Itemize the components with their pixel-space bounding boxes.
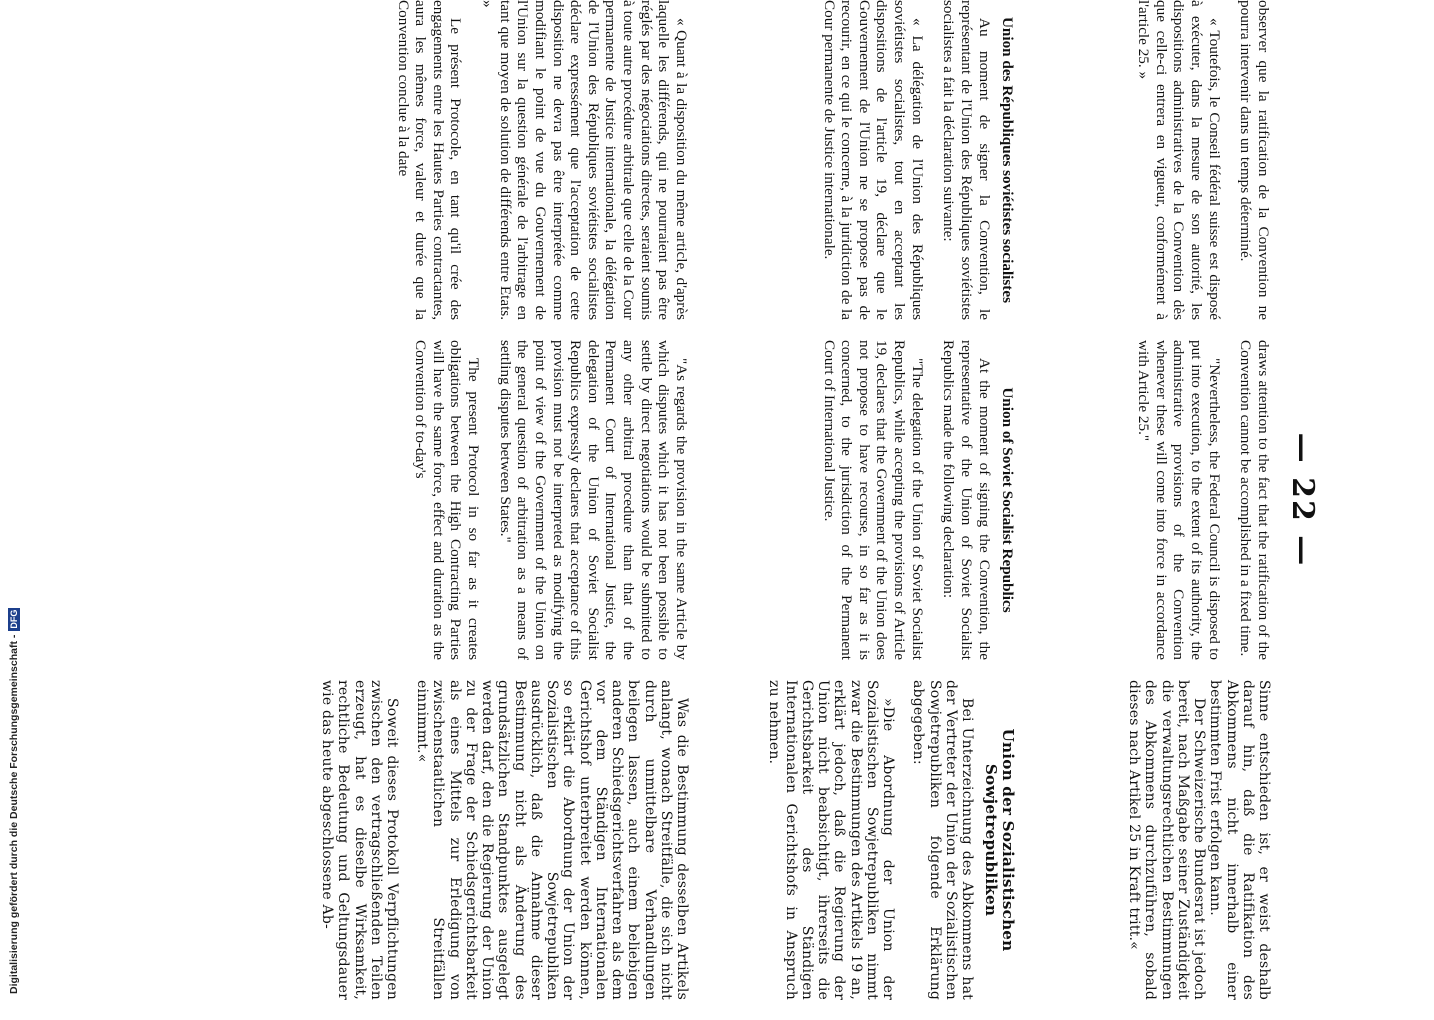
- paragraph: »Die Abordnung der Union der Sozialistischen Sowjetrepubliken nimmt zwar die Bestimmungen des Artikels 19 an, erklärt jedoch, daß die Regierung der Union nicht beabsichtigt, ihrerseits die Gerichtsbarkeit des Ständigen Internationalen Gerichtshofs in Anspruch zu nehmen.: [766, 680, 897, 1000]
- column-french-bottom: [394, 0, 690, 320]
- paragraph: Was die Bestimmung desselben Artikels anlangt, wonach Streitfälle, die sich nicht durch unmittelbare Verhandlungen beilegen lassen, auch einem beliebigen anderen Schiedsgerichtsverfahren als dem vor dem Ständigen Internationalen Gerichtshof unterbreitet werden können, so erklärt die Abordnung der Union der Sozialistischen Sowjetrepubliken ausdrücklich, daß die Annahme dieser Bestimmung nicht als Änderung des grundsätzlichen Standpunktes ausgelegt werden darf, den die Regierung der Union zu der Frage der Schiedsgerichtsbarkeit als eines Mittels zur Erledigung von zwischenstaatlichen Streitfällen einnimmt.«: [414, 680, 690, 1000]
- section-heading: Union der Sozialistischen Sowjetrepubliken: [981, 728, 1017, 952]
- column-french-top: [1135, 0, 1272, 320]
- paragraph: « Quant à la disposition du même article, d'après laquelle les différends, qui ne pourraient pas être réglés par des négociations directes, seraient soumis à toute autre procédure arbitrale que celle de la Cour permanente de Justice internationale, la délégation de l'Union des Républiques soviétistes socialistes déclare expressément que l'acceptation de cette disposition ne devra pas être interprétée comme modifiant le point de vue du Gouvernement de l'Union sur la question générale de l'arbitrage en tant que moyen de solution de différends entre Etats. »: [479, 0, 690, 320]
- section-heading: Union des Républiques soviétistes socialistes: [999, 16, 1016, 304]
- rotated-page: [150, 0, 1330, 1000]
- paragraph: « La délégation de l'Union des Républiques soviétistes socialistes, tout en acceptant les dispositions de l'article 19, déclare que le Gouvernement de l'Union ne se propose pas de recourir, en ce qui le concerne, à la juridiction de la Cour permanente de Justice internationale.: [820, 0, 926, 320]
- page-number: — 22 —: [1285, 432, 1320, 568]
- column-french-middle: [820, 0, 1030, 320]
- paragraph: Bei Unterzeichnung des Abkommens hat der Vertreter der Union der Sozialistischen Sowjetrepubliken folgende Erklärung abgegeben:: [910, 680, 976, 1000]
- column-english-bottom: [412, 340, 690, 660]
- section-heading: Union of Soviet Socialist Republics: [999, 387, 1016, 613]
- paragraph: "Nevertheless, the Federal Council is disposed to put into execution, to the extent of its authority, the administrative provisions of the Convention whenever these will come into force in accordance with Article 25.": [1135, 340, 1223, 660]
- paragraph: At the moment of signing the Convention, the representative of the Union of Soviet Socialist Republics made the following declaration:: [940, 340, 993, 660]
- digitization-credit: [8, 608, 20, 994]
- bottom-band: [319, 0, 690, 1020]
- paragraph: observer que la ratification de la Convention ne pourra intervenir dans un temps déterminé.: [1237, 0, 1272, 320]
- column-german-top: [1126, 680, 1272, 1000]
- column-english-middle: [820, 340, 1030, 660]
- top-band: [1022, 0, 1272, 1020]
- middle-band: [766, 0, 1030, 1020]
- column-german-middle: [766, 680, 1030, 1000]
- paragraph: "The delegation of the Union of Soviet Socialist Republics, while accepting the provisions of Article 19, declares that the Government of the Union does not propose to have recourse, in so far as it is concerned, to the jurisdiction of the Permanent Court of International Justice.: [820, 340, 926, 660]
- paragraph: Le présent Protocole, en tant qu'il crée des engagements entre les Hautes Parties contractantes, aura les mêmes force, valeur et durée que la Convention conclue à la date: [394, 0, 465, 320]
- paragraph: Der Schweizerische Bundesrat ist jedoch bereit, nach Maßgabe seiner Zuständigkeit die verwaltungsrechtlichen Bestimmungen des Abkommens durchzuführen, sobald dieses nach Artikel 25 in Kraft tritt.«: [1126, 680, 1208, 1000]
- credit-text: Digitalisierung gefördert durch die Deutsche Forschungsgemeinschaft -: [8, 634, 20, 994]
- paragraph: The present Protocol in so far as it creates obligations between the High Contracting Parties will have the same force, effect and duration as the Convention of to-day's: [412, 340, 483, 660]
- column-english-top: [1135, 340, 1272, 660]
- paragraph: « Toutefois, le Conseil fédéral suisse est disposé à exécuter, dans la mesure de son autorité, les dispositions administratives de la Convention dès que celle-ci entrera en vigueur, conformément à l'article 25. »: [1135, 0, 1223, 320]
- paragraph: "As regards the provision in the same Article by which disputes which it has not been possible to settle by direct negotiations would be submitted to any other arbitral procedure than that of the Permanent Court of International Justice, the delegation of the Union of Soviet Socialist Republics expressly declares that acceptance of this provision must not be interpreted as modifying the point of view of the Government of the Union on the general question of arbitration as a means of settling disputes between States.": [496, 340, 690, 660]
- paragraph: Soweit dieses Protokoll Verpflichtungen zwischen den vertragschließenden Teilen erzeugt, hat es dieselbe Wirksamkeit, rechtliche Bedeutung und Geltungsdauer wie das heute abgeschlossene Ab-: [319, 680, 401, 1000]
- paragraph: Sinne entschieden ist, er weist deshalb darauf hin, daß die Ratifikation des Abkommens nicht innerhalb einer bestimmten Frist erfolgen kann.: [1207, 680, 1272, 1000]
- paragraph: Au moment de signer la Convention, le représentant de l'Union des Républiques soviétistes socialistes a fait la déclaration suivante:: [940, 0, 993, 320]
- paragraph: draws attention to the fact that the ratification of the Convention cannot be accomplished in a fixed time.: [1237, 340, 1272, 660]
- column-german-bottom: [319, 680, 690, 1000]
- dfg-logo: DFG: [9, 609, 19, 629]
